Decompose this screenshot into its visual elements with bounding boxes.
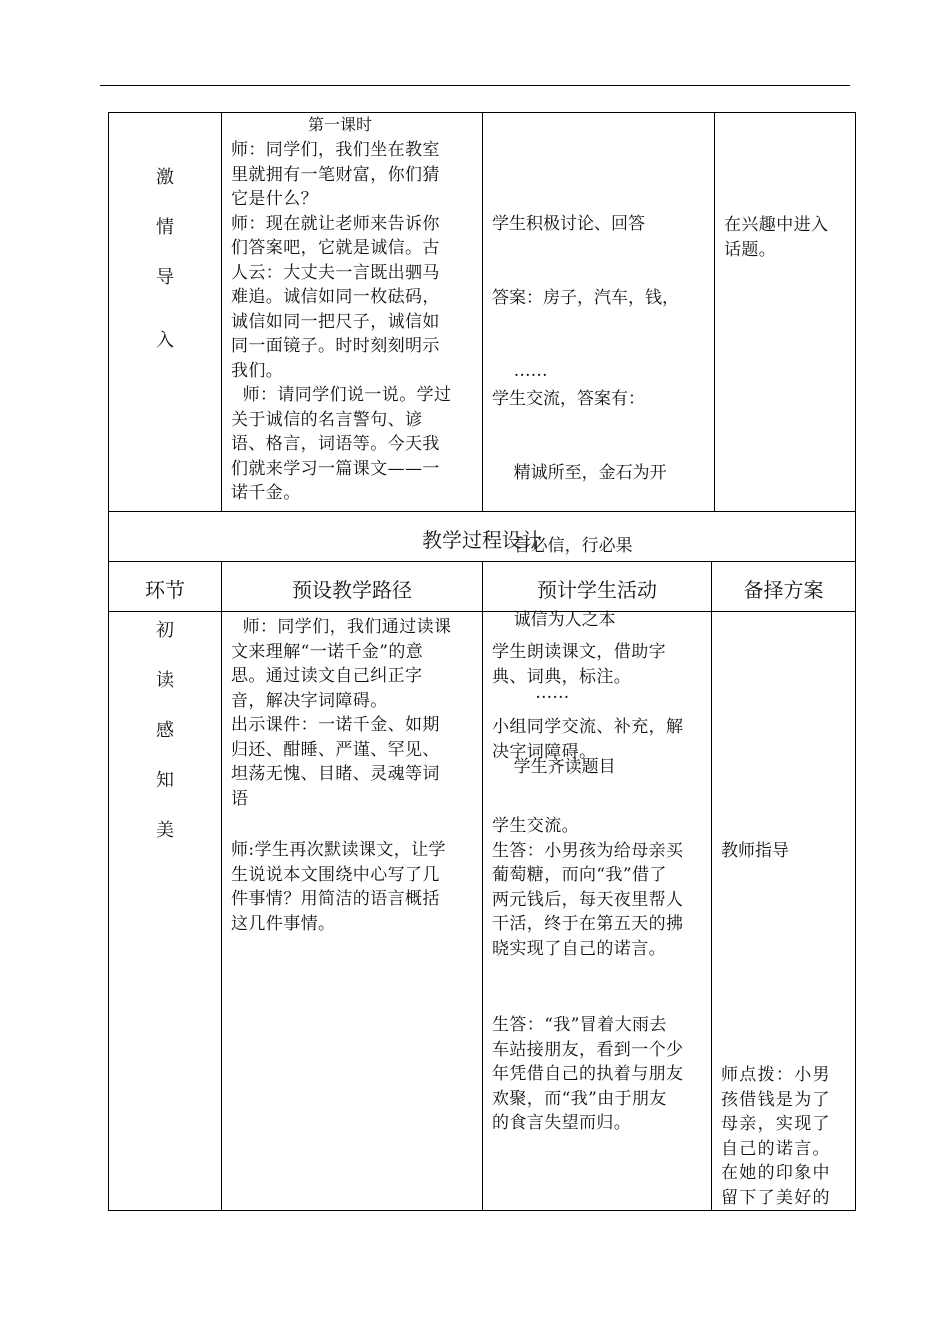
stage-char: 初 bbox=[156, 620, 174, 641]
header-stage: 环节 bbox=[145, 578, 185, 602]
page-header-rule bbox=[100, 85, 850, 86]
alternative-plan-text: 师点拨：小男 孩借钱是为了 母亲，实现了 自己的诺言。 在她的印象中 留下了美好的 bbox=[721, 1065, 831, 1208]
table-border-right bbox=[855, 112, 856, 1210]
student-activity-text: 学生交流。 生答：小男孩为给母亲买 葡萄糖，而向“我”借了 两元钱后，每天夜里帮人 干活，终于在第五天的拂 晓实现了自己的诺言。 bbox=[492, 816, 684, 959]
header-alternative-plan: 备择方案 bbox=[743, 578, 824, 602]
table-border-bottom bbox=[108, 1210, 856, 1211]
stage-char: 知 bbox=[156, 770, 174, 791]
student-activity-text: 学生交流，答案有： 精诚所至，金石为开 言必信，行必果 诚信为人之本 …… 学生齐读题目 bbox=[492, 389, 667, 777]
column-divider bbox=[714, 112, 715, 511]
design-title: 教学过程设计 bbox=[422, 528, 542, 552]
stage-char: 美 bbox=[156, 820, 174, 841]
header-teaching-path: 预设教学路径 bbox=[292, 578, 412, 602]
column-divider bbox=[221, 561, 222, 1210]
alternative-plan-text: 在兴趣中进入 话题。 bbox=[724, 215, 829, 260]
stage-char: 感 bbox=[156, 720, 174, 741]
lesson-title: 第一课时 bbox=[308, 115, 373, 134]
stage-char: 激 bbox=[156, 167, 174, 188]
stage-char: 导 bbox=[156, 267, 174, 288]
header-student-activity: 预计学生活动 bbox=[537, 578, 657, 602]
student-activity-text: 生答：“我”冒着大雨去 车站接朋友，看到一个少 年凭借自己的执着与朋友 欢聚，而“我”由于朋友 的食言失望而归。 bbox=[492, 1015, 684, 1133]
column-divider bbox=[482, 112, 483, 511]
teacher-text: 师：同学们，我们坐在教室 里就拥有一笔财富，你们猜 它是什么？ 师：现在就让老师来告诉你 们答案吧，它就是诚信。古 人云：大丈夫一言既出驷马 难追。诚信如同一枚砝码， 诚信如同一把尺子，诚信如 同一面镜子。时时刻刻明示 我们。 师：请同学们说一说。学过 关于诚信的名言警句、谚 语、格言，词语等。今天我 们就来学习一篇课文——一 诺千金。 bbox=[231, 140, 452, 503]
alternative-plan-text: 教师指导 bbox=[721, 841, 789, 861]
stage-char: 入 bbox=[156, 330, 174, 351]
student-activity-text: 学生朗读课文，借助字 典、词典，标注。 bbox=[492, 642, 666, 687]
teacher-text: 师：同学们，我们通过读课 文来理解“一诺千金”的意 思。通过读文自己纠正字 音，解决字词障碍。 出示课件：一诺千金、如期 归还、酣睡、严谨、罕见、 坦荡无愧、目睹、灵魂等词 语 bbox=[231, 617, 452, 809]
teacher-text: 师:学生再次默读课文，让学 生说说本文围绕中心写了几 件事情？用简洁的语言概括 这几件事情。 bbox=[231, 840, 446, 934]
table-row-divider bbox=[108, 511, 856, 512]
column-divider bbox=[482, 561, 483, 1210]
student-activity-text: 学生积极讨论、回答 答案：房子，汽车，钱， …… bbox=[492, 214, 679, 381]
stage-char: 情 bbox=[156, 217, 174, 238]
student-activity-text: 小组同学交流、补充，解 决字词障碍。 bbox=[492, 717, 684, 762]
stage-char: 读 bbox=[156, 670, 174, 691]
column-divider bbox=[221, 112, 222, 511]
column-divider bbox=[711, 561, 712, 1210]
